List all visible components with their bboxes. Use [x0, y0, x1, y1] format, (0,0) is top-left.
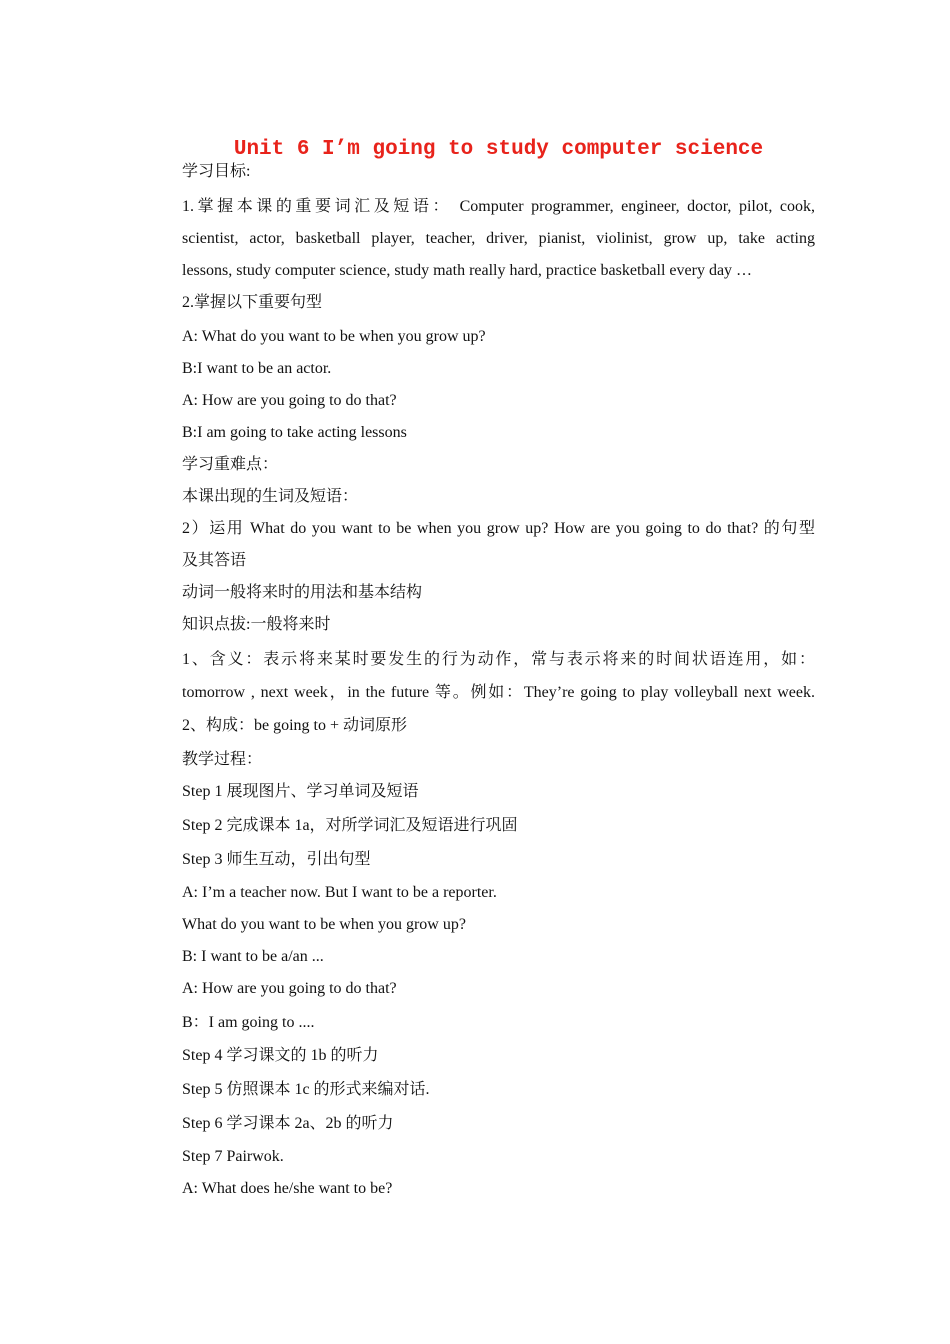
text-line: 2）运用 What do you want to be when you grow up? How are you going to do that? 的句型 [182, 520, 815, 537]
text-line: 1、含义：表示将来某时要发生的行为动作，常与表示将来的时间状语连用，如： [182, 651, 815, 668]
text-line: 1.掌握本课的重要词汇及短语： Computer programmer, engineer, doctor, pilot, cook, [182, 198, 815, 215]
text-line: 2.掌握以下重要句型 [182, 294, 323, 311]
text-line: B：I am going to .... [182, 1014, 315, 1031]
text-line: lessons, study computer science, study math really hard, practice basketball every day … [182, 262, 753, 279]
text-line: B: I want to be a/an ... [182, 948, 324, 965]
text-line: Step 2 完成课本 1a，对所学词汇及短语进行巩固 [182, 817, 518, 834]
text-line: 本课出现的生词及短语： [182, 488, 359, 505]
text-line: Step 4 学习课文的 1b 的听力 [182, 1047, 379, 1064]
text-line: 教学过程： [182, 751, 263, 768]
text-line: Step 3 师生互动，引出句型 [182, 851, 371, 868]
text-line: Step 7 Pairwok. [182, 1148, 284, 1165]
text-line: What do you want to be when you grow up? [182, 916, 466, 933]
text-line: 知识点拔:一般将来时 [182, 616, 331, 633]
text-line: A: What does he/she want to be? [182, 1180, 393, 1197]
text-line: A: I’m a teacher now. But I want to be a reporter. [182, 884, 497, 901]
text-line: A: What do you want to be when you grow up? [182, 328, 486, 345]
text-line: B:I am going to take acting lessons [182, 424, 407, 441]
document-title: Unit 6 I’m going to study computer science [233, 138, 764, 161]
text-line: A: How are you going to do that? [182, 392, 397, 409]
text-line: B:I want to be an actor. [182, 360, 332, 377]
text-line: scientist, actor, basketball player, teacher, driver, pianist, violinist, grow up, take acting [182, 230, 815, 247]
text-line: tomorrow , next week，in the future 等。例如：They’re going to play volleyball next week. [182, 684, 815, 701]
text-line: 学习重难点： [182, 456, 279, 473]
text-line: A: How are you going to do that? [182, 980, 397, 997]
text-line: 动词一般将来时的用法和基本结构 [182, 584, 423, 601]
text-line: 及其答语 [182, 552, 247, 569]
text-line: 学习目标: [182, 163, 251, 180]
text-line: 2、构成：be going to + 动词原形 [182, 717, 408, 734]
text-line: Step 1 展现图片、学习单词及短语 [182, 783, 419, 800]
text-line: Step 5 仿照课本 1c 的形式来编对话. [182, 1081, 430, 1098]
text-line: Step 6 学习课本 2a、2b 的听力 [182, 1115, 394, 1132]
